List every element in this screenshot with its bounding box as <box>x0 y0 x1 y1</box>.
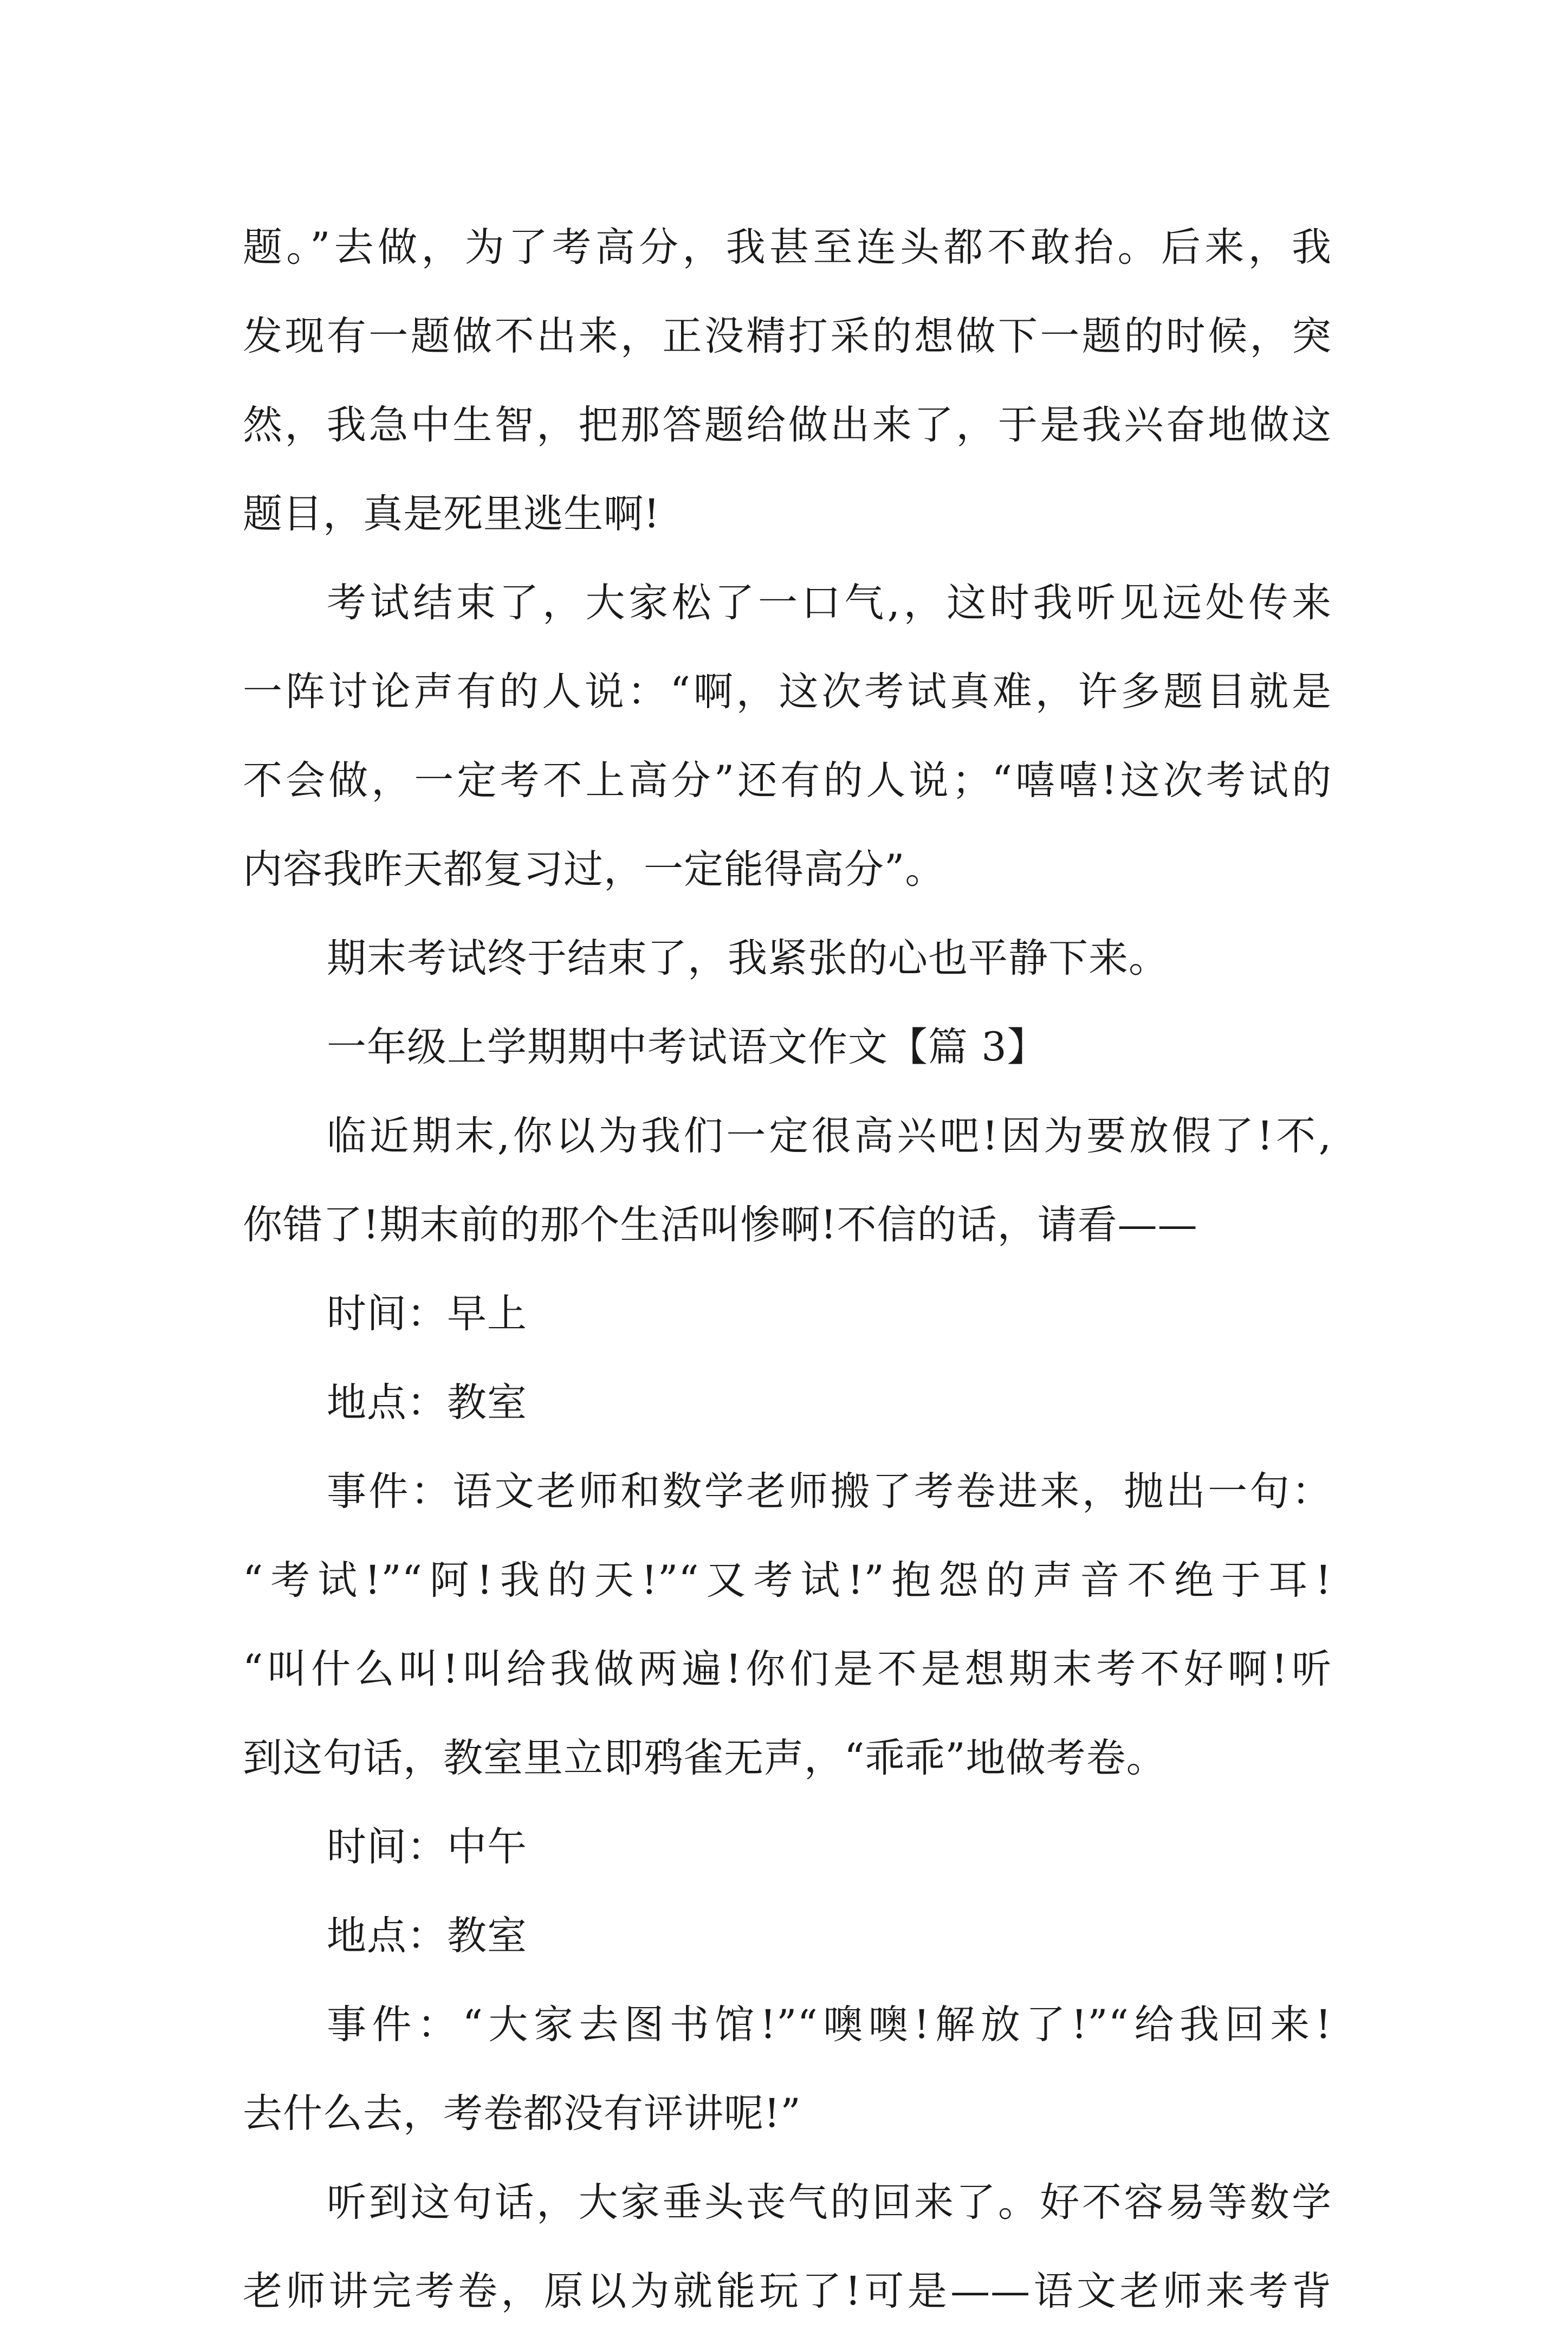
text-line: 事件：“大家去图书馆!”“噢噢!解放了!”“给我回来! <box>327 2002 1332 2048</box>
text-line: 去什么去，考卷都没有评讲呢!” <box>243 2091 801 2137</box>
text-line: 地点：教室 <box>327 1380 527 1426</box>
text-line: 然，我急中生智，把那答题给做出来了，于是我兴奋地做这 <box>243 402 1332 448</box>
text-line: 考试结束了，大家松了一口气,，这时我听见远处传来 <box>327 580 1332 626</box>
text-line: 发现有一题做不出来，正没精打采的想做下一题的时候，突 <box>243 313 1332 359</box>
text-line: 你错了!期末前的那个生活叫惨啊!不信的话，请看—— <box>243 1202 1198 1248</box>
text-line: 一阵讨论声有的人说：“啊，这次考试真难，许多题目就是 <box>243 669 1332 715</box>
section-heading: 一年级上学期期中考试语文作文【篇 3】 <box>327 1024 1047 1070</box>
text-line: 事件：语文老师和数学老师搬了考卷进来，抛出一句： <box>327 1468 1332 1515</box>
text-line: 不会做，一定考不上高分”还有的人说；“嘻嘻!这次考试的 <box>243 758 1332 804</box>
text-line: 到这句话，教室里立即鸦雀无声，“乖乖”地做考卷。 <box>243 1735 1167 1781</box>
document-page <box>243 203 1332 2336</box>
text-line: 期末考试终于结束了，我紧张的心也平静下来。 <box>327 935 1169 981</box>
text-line: 时间：中午 <box>327 1824 527 1870</box>
text-line: 时间：早上 <box>327 1291 527 1337</box>
text-line: 听到这句话，大家垂头丧气的回来了。好不容易等数学 <box>327 2179 1332 2225</box>
text-line: “叫什么叫!叫给我做两遍!你们是不是想期末考不好啊!听 <box>243 1646 1332 1692</box>
text-line: 临近期末,你以为我们一定很高兴吧!因为要放假了!不, <box>327 1113 1332 1159</box>
text-line: “考试!”“阿!我的天!”“又考试!”抱怨的声音不绝于耳! <box>243 1557 1332 1603</box>
text-line: 题目，真是死里逃生啊! <box>243 491 660 537</box>
text-line: 内容我昨天都复习过，一定能得高分”。 <box>243 846 945 892</box>
text-line: 题。”去做，为了考高分，我甚至连头都不敢抬。后来，我 <box>243 224 1332 270</box>
text-line: 老师讲完考卷，原以为就能玩了!可是——语文老师来考背 <box>243 2268 1332 2314</box>
text-line: 地点：教室 <box>327 1913 527 1959</box>
